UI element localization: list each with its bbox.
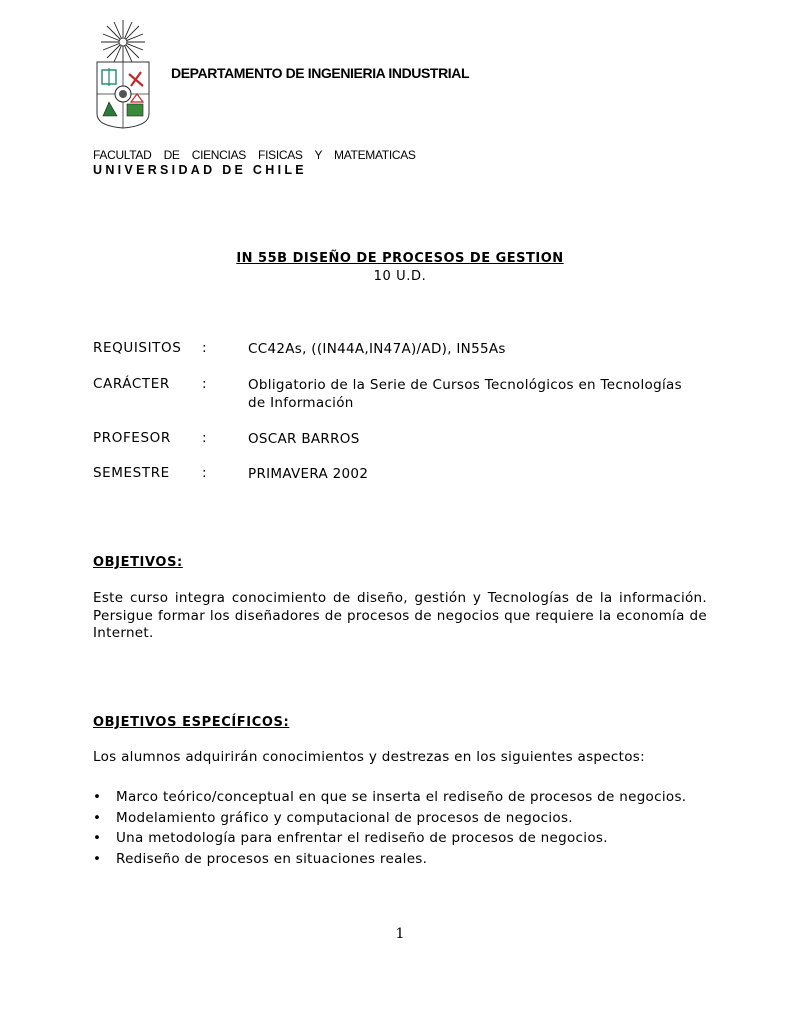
objectives-heading: OBJETIVOS: [93, 555, 183, 570]
specific-objectives-heading: OBJETIVOS ESPECÍFICOS: [93, 715, 290, 730]
info-value-semestre: PRIMAVERA 2002 [248, 466, 369, 482]
objectives-text: Este curso integra conocimiento de diseño, gestión y Tecnologías de la información. Persigue formar los diseñadores de procesos de negocios que requiere la economía de Internet. [93, 590, 707, 641]
bullet-icon: • [93, 789, 102, 805]
page-number: 1 [395, 926, 405, 942]
list-item [93, 849, 686, 870]
list-item [93, 828, 686, 849]
info-value-caracter: Obligatorio de la Serie de Cursos Tecnológicos en Tecnologías de Información [248, 377, 682, 411]
bullet-icon: • [93, 850, 102, 867]
list-item-text: Marco teórico/conceptual en que se inserta el rediseño de procesos de negocios. [116, 789, 687, 805]
info-colon: : [202, 430, 207, 446]
list-item [93, 808, 686, 829]
list-item-text: Una metodología para enfrentar el rediseño de procesos de negocios. [116, 830, 608, 846]
list-item-text: Rediseño de procesos en situaciones reales. [116, 850, 428, 867]
course-title: IN 55B DISEÑO DE PROCESOS DE GESTION [236, 251, 564, 266]
bullet-icon: • [93, 830, 102, 846]
info-label-semestre: SEMESTRE [93, 465, 170, 481]
university-name: UNIVERSIDAD DE CHILE [93, 163, 307, 177]
specific-objectives-intro: Los alumnos adquirirán conocimientos y destrezas en los siguientes aspectos: [93, 749, 645, 765]
list-item-text: Modelamiento gráfico y computacional de procesos de negocios. [116, 809, 573, 826]
info-label-profesor: PROFESOR [93, 430, 171, 446]
info-value-profesor: OSCAR BARROS [248, 431, 360, 447]
info-label-caracter: CARÁCTER [93, 376, 170, 392]
bullet-icon: • [93, 809, 102, 826]
info-colon: : [202, 340, 207, 356]
faculty-name: FACULTAD DE CIENCIAS FISICAS Y MATEMATICAS [93, 148, 416, 162]
university-crest-icon [93, 20, 153, 130]
department-name: DEPARTAMENTO DE INGENIERIA INDUSTRIAL [171, 65, 470, 81]
specific-objectives-list [93, 787, 686, 869]
info-colon: : [202, 465, 207, 481]
info-colon: : [202, 376, 207, 392]
course-units: 10 U.D. [373, 269, 427, 284]
info-value-requisitos: CC42As, ((IN44A,IN47A)/AD), IN55As [248, 341, 506, 357]
info-label-requisitos: REQUISITOS [93, 340, 182, 356]
list-item [93, 787, 686, 808]
